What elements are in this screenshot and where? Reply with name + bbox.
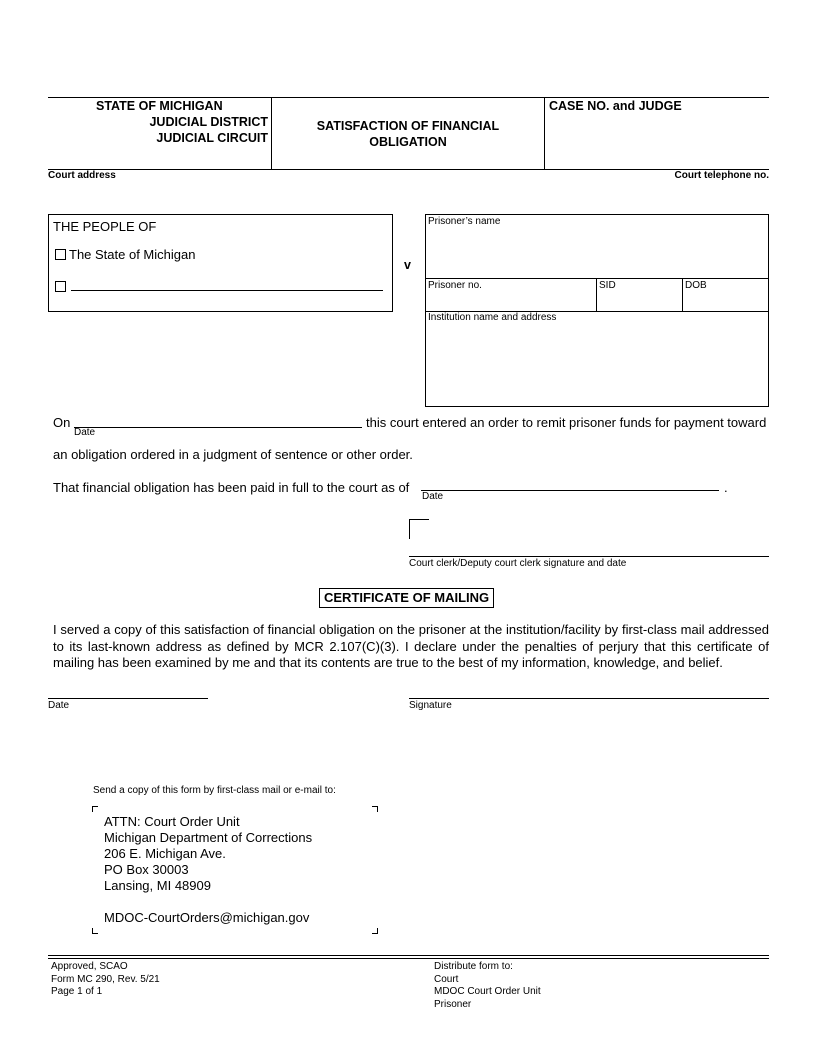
sid-label: SID [599,280,616,291]
dob-label: DOB [685,280,707,291]
footer-page: Page 1 of 1 [51,986,103,997]
paid-date-label: Date [422,491,444,502]
footer-dist-court: Court [434,973,459,985]
certificate-text: I served a copy of this satisfaction of financial obligation on the prisoner at the institution/facility by first-class mail addressed to its last-known address as defined by MCR 2.107(C)(3). I declare under the penalties of perjury that this certificate of mailing has been examined by me and that its contents are true to the best of my information, knowledge, and belief. [53,622,769,670]
order-text-line2: an obligation ordered in a judgment of sentence or other order. [53,447,413,462]
state-option-label: The State of Michigan [69,247,196,262]
order-text: this court entered an order to remit prisoner funds for payment toward [366,415,767,430]
footer-distribute-label: Distribute form to: [434,961,513,972]
order-date-blank[interactable] [74,427,362,428]
state-option[interactable] [55,247,195,262]
court-telephone-label: Court telephone no. [674,170,769,181]
prisoner-name-label: Prisoner’s name [428,216,501,227]
dob-divider [682,278,683,311]
clerk-corner-mark [409,519,429,539]
cert-signature-label: Signature [409,700,452,711]
on-word: On [53,415,71,430]
other-option-blank[interactable] [71,290,383,291]
paid-date-blank[interactable] [421,490,719,491]
versus-label: v [404,258,411,272]
state-checkbox[interactable] [55,249,66,260]
header-divider-2 [544,97,545,169]
form-title-line2: OBLIGATION [369,135,447,149]
sid-divider [596,278,597,311]
address-line-4: PO Box 30003 [104,862,189,877]
certificate-title: CERTIFICATE OF MAILING [319,588,494,608]
address-line-2: Michigan Department of Corrections [104,830,313,845]
address-line-5: Lansing, MI 48909 [104,878,211,893]
cert-date-label: Date [48,700,70,711]
clerk-signature-line[interactable] [409,556,769,557]
mailing-email[interactable]: MDOC-CourtOrders@michigan.gov [104,910,310,925]
court-address-label: Court address [48,170,116,181]
cert-date-line[interactable] [48,698,208,699]
paid-period: . [724,480,728,495]
order-date-label: Date [74,427,96,438]
other-checkbox[interactable] [55,281,66,292]
people-of-label: THE PEOPLE OF [53,219,157,234]
defendant-row-rule-1 [425,278,769,279]
clerk-signature-label: Court clerk/Deputy court clerk signature and date [409,558,627,569]
footer-rule-1 [48,955,769,956]
footer-left [51,961,160,999]
header-top-rule [48,97,769,98]
address-line-3: 206 E. Michigan Ave. [104,846,226,861]
form-title-line1: SATISFACTION OF FINANCIAL [316,119,500,133]
footer-rule-2 [48,958,769,959]
mailing-address [104,814,312,894]
form-title [272,118,544,150]
other-option[interactable] [55,279,69,294]
address-corner-tl [92,806,98,812]
cert-signature-line[interactable] [409,698,769,699]
footer-dist-prisoner: Prisoner [434,998,472,1010]
judicial-circuit-label: JUDICIAL CIRCUIT [156,131,268,145]
address-corner-tr [372,806,378,812]
institution-label: Institution name and address [428,312,557,323]
footer-dist-mdoc: MDOC Court Order Unit [434,986,541,997]
mailing-instruction: Send a copy of this form by first-class mail or e-mail to: [93,785,336,796]
footer-form-no: Form MC 290, Rev. 5/21 [51,973,160,985]
judicial-district-label: JUDICIAL DISTRICT [149,115,268,129]
address-line-1: ATTN: Court Order Unit [104,814,240,829]
footer-right [434,961,541,1011]
prisoner-no-label: Prisoner no. [428,280,482,291]
address-corner-bl [92,928,98,934]
case-no-judge-label: CASE NO. and JUDGE [549,99,682,113]
state-of-michigan: STATE OF MICHIGAN [96,99,223,113]
paid-text: That financial obligation has been paid in full to the court as of [53,480,410,495]
address-corner-br [372,928,378,934]
footer-approved: Approved, SCAO [51,961,128,972]
